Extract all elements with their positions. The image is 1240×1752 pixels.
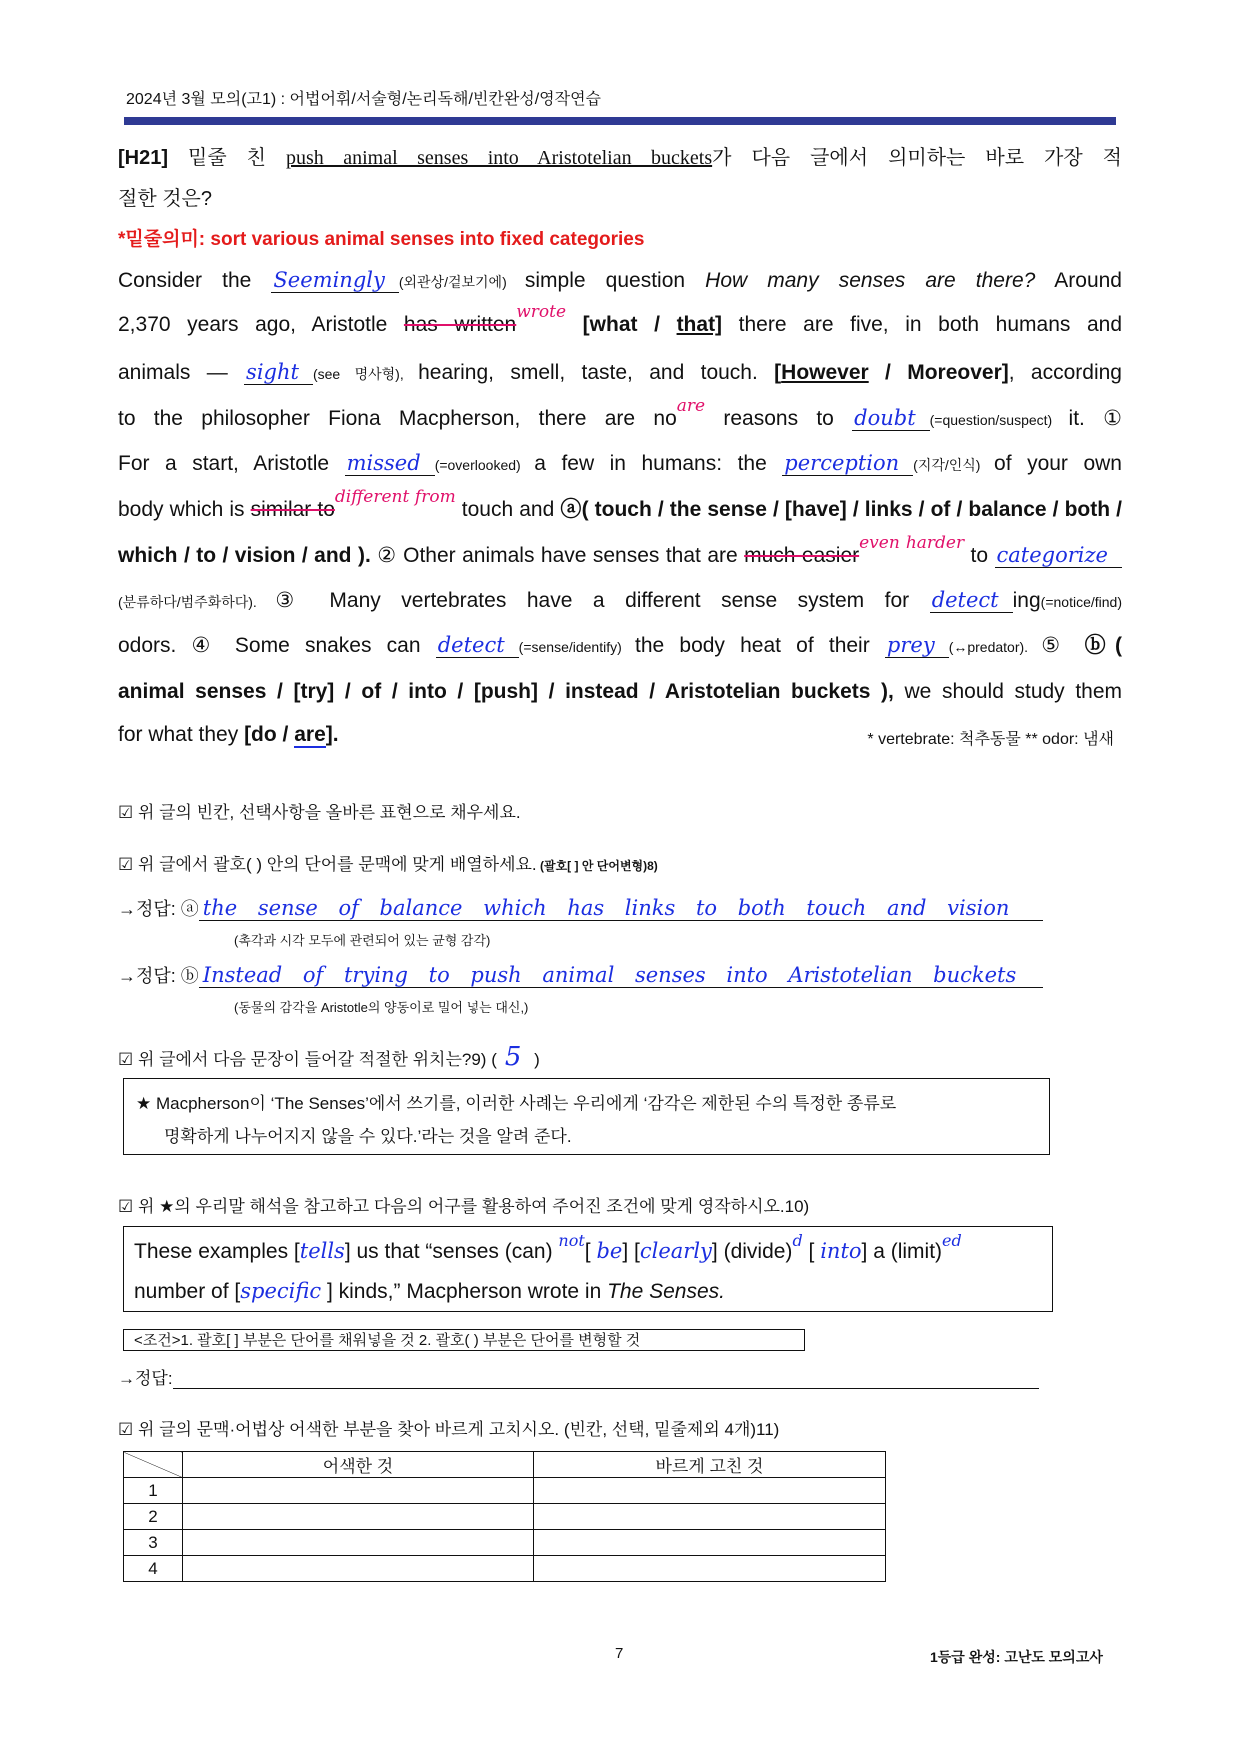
passage-text: For a start, Aristotle [118, 452, 345, 475]
handwritten-answer[interactable]: specific [240, 1279, 322, 1303]
passage-text: odors. ④ Some snakes can [118, 634, 436, 657]
passage-last-line: for what they [do / are]. * vertebrate: 척추동물 ** odor: 냄새 [118, 723, 1114, 748]
passage-text: (see 명사형), [312, 366, 419, 382]
passage-text: hearing, smell, taste, and touch. [418, 361, 775, 384]
answer-a-field[interactable]: the sense of balance which has links to both touch and vision [199, 896, 1043, 921]
handwritten-answer: ed [942, 1231, 962, 1250]
passage-text: ing [1012, 589, 1041, 612]
handwritten-blank[interactable]: categorize [995, 543, 1122, 568]
passage-text: How many senses are there? [705, 269, 1036, 292]
answer-c: →정답: [118, 1364, 1039, 1389]
passage-text: (=overlooked) [434, 457, 535, 473]
passage-text: (=question/suspect) [929, 412, 1069, 428]
answer-b-note: (동물의 감각을 Aristotle의 양동이로 밀어 넣는 대신,) [234, 1000, 529, 1015]
page-header: 2024년 3월 모의(고1) : 어법어휘/서술형/논리독해/빈칸완성/영작연습 [126, 91, 601, 108]
answer-a: →정답: ⓐ the sense of balance which has links to both touch and vision [118, 895, 1043, 921]
passage-text: animals — [118, 361, 245, 384]
passage-text: 2,370 years ago, Aristotle [118, 313, 404, 336]
passage-text: (외관상/겉보기에) [398, 274, 525, 290]
underline-meaning: *밑줄의미: sort various animal senses into fixed categories [118, 229, 645, 250]
table-row: 3 [124, 1530, 886, 1556]
underlined-phrase: push animal senses into Aristotelian buckets [286, 147, 713, 169]
answer-a-note: (촉각과 시각 모두에 관련되어 있는 균형 감각) [234, 933, 491, 948]
composition-text: ] us that “senses (can) [344, 1240, 559, 1263]
handwritten-blank[interactable]: prey [885, 633, 949, 658]
handwritten-answer[interactable]: into [820, 1239, 862, 1263]
composition-text: [ [584, 1240, 597, 1263]
passage-line [118, 396, 1122, 434]
handwritten-answer[interactable]: be [596, 1239, 623, 1263]
selected-are: are [294, 723, 326, 746]
passage-text: body which is [118, 498, 251, 521]
passage-text: to [964, 544, 995, 567]
composition-text: ] kinds,” Macpherson wrote in [321, 1280, 608, 1303]
task-arrange: ☑ 위 글에서 괄호( ) 안의 단어를 문맥에 맞게 배열하세요. (괄호[ ] 안 단어변형)8) [118, 855, 658, 874]
passage-text: we should study them [893, 680, 1122, 703]
task-fill-blanks: ☑ 위 글의 빈칸, 선택사항을 올바른 표현으로 채우세요. [118, 803, 521, 822]
passage-text: has written [403, 313, 517, 336]
passage-text: simple question [524, 269, 706, 292]
correction-table: 어색한 것 바르게 고친 것 1 2 3 4 [123, 1451, 886, 1582]
passage-line [118, 266, 1122, 296]
answer-c-field[interactable] [173, 1370, 1039, 1389]
answer-b-field[interactable]: Instead of trying to push animal senses into Aristotelian buckets [199, 963, 1043, 988]
passage-text: the body heat of their [635, 634, 885, 657]
handwritten-blank[interactable]: missed [345, 451, 435, 476]
handwritten-answer: d [792, 1231, 803, 1250]
condition-box: <조건>1. 괄호[ ] 부분은 단어를 채워넣을 것 2. 괄호( ) 부분은 단어를 변형할 것 [123, 1329, 805, 1351]
table-corner [124, 1452, 183, 1478]
passage-text: , according [1008, 361, 1122, 384]
passage-text: (지각/인식) [913, 457, 995, 473]
passage-text: ⑤ [1041, 634, 1085, 657]
question-title-cont: 절한 것은? [118, 188, 212, 210]
composition-text: [ [802, 1240, 821, 1263]
position-answer[interactable]: 5 [504, 1042, 522, 1072]
header-bar [124, 117, 1116, 125]
composition-text: These examples [ [134, 1240, 300, 1263]
composition-text: ] (divide) [711, 1240, 793, 1263]
composition-text: ] a (limit) [861, 1240, 943, 1263]
footnote: * vertebrate: 척추동물 ** odor: 냄새 [867, 731, 1114, 748]
passage-text: of your own [994, 452, 1122, 475]
passage-text: touch and [455, 498, 561, 521]
handwritten-blank[interactable]: perception [782, 451, 913, 476]
handwritten-correction: different from [334, 487, 456, 507]
passage-text: no [653, 407, 677, 430]
passage-text: However [781, 361, 869, 384]
table-row: 2 [124, 1504, 886, 1530]
passage-text: [ [774, 361, 782, 384]
handwritten-correction: wrote [516, 302, 567, 322]
passage-text: (↔predator). [948, 639, 1042, 655]
handwritten-correction: are [676, 396, 706, 416]
passage-text: a few in humans: the [534, 452, 783, 475]
handwritten-blank[interactable]: detect [436, 633, 519, 658]
passage-line [118, 358, 1122, 388]
passage-line [118, 533, 1122, 571]
passage-text: Consider the [118, 269, 272, 292]
composition-text: number of [ [134, 1280, 241, 1303]
page-number: 7 [615, 1645, 624, 1662]
passage-text: animal senses / [try] / of / into / [push] / instead / Aristotelian buckets ), [118, 680, 894, 703]
star-sentence-box: ★ Macpherson이 ‘The Senses’에서 쓰기를, 이러한 사례는 우리에게 ‘감각은 제한된 수의 특정한 종류로 명확하게 나누어지지 않을 수 있다.’라는 것을 알려 준다. [123, 1078, 1050, 1155]
answer-b: →정답: ⓑ Instead of trying to push animal senses into Aristotelian buckets [118, 962, 1043, 988]
passage-text: similar to [250, 498, 335, 521]
passage-text: (=notice/find) [1040, 594, 1122, 610]
passage-text: that] [676, 313, 723, 336]
passage-text: to the philosopher Fiona Macpherson, there are [118, 407, 654, 430]
table-row: 4 [124, 1556, 886, 1582]
passage-line [118, 487, 1122, 525]
passage-line [118, 449, 1122, 479]
composition-box [123, 1226, 1053, 1312]
question-title: [H21] 밑줄 친 push animal senses into Aristotelian buckets가 다음 글에서 의미하는 바로 가장 적 [118, 147, 1122, 169]
passage-text: much easier [744, 544, 860, 567]
handwritten-blank[interactable]: doubt [852, 406, 930, 431]
passage-text: Around [1035, 269, 1122, 292]
task-correction: ☑ 위 글의 문맥·어법상 어색한 부분을 찾아 바르게 고치시오. (빈칸, 선택, 밑줄제외 4개)11) [118, 1420, 780, 1439]
passage-text: (분류하다/범주화하다). [118, 594, 276, 610]
handwritten-blank[interactable]: detect [930, 588, 1013, 613]
footer-title: 1등급 완성: 고난도 모의고사 [930, 1649, 1103, 1665]
passage-line [118, 302, 1123, 340]
composition-text: The Senses. [607, 1280, 725, 1303]
passage-text: reasons to [705, 407, 853, 430]
passage-line [118, 631, 1122, 661]
passage-text: which / to / vision / and ). [118, 544, 378, 567]
passage-text: [what / [566, 313, 677, 336]
handwritten-correction: even harder [859, 533, 965, 553]
table-row: 1 [124, 1478, 886, 1504]
task-position: ☑ 위 글에서 다음 문장이 들어갈 적절한 위치는?9) ( 5 ) [118, 1042, 540, 1072]
handwritten-blank[interactable]: sight [244, 360, 313, 385]
handwritten-answer: not [558, 1231, 585, 1250]
passage-text: ③ Many vertebrates have a different sense system for [275, 589, 930, 612]
handwritten-answer[interactable]: clearly [639, 1239, 712, 1263]
passage-text: (=sense/identify) [518, 639, 636, 655]
passage-text: ② Other animals have senses that are [377, 544, 745, 567]
passage-line [118, 678, 1122, 706]
composition-text: ] [ [622, 1240, 640, 1263]
handwritten-answer[interactable]: tells [299, 1239, 345, 1263]
passage-text: ⓑ( [1084, 634, 1123, 657]
passage-text: ⓐ( touch / the sense / [have] / links / of / balance / both / [560, 498, 1122, 521]
passage-text: it. ① [1068, 407, 1122, 430]
passage-text: / Moreover] [868, 361, 1009, 384]
passage-line [118, 586, 1122, 616]
passage-text: there are five, in both humans and [722, 313, 1123, 336]
handwritten-blank[interactable]: Seemingly [271, 268, 398, 293]
task-composition: ☑ 위 ★의 우리말 해석을 참고하고 다음의 어구를 활용하여 주어진 조건에 맞게 영작하시오.10) [118, 1197, 810, 1216]
